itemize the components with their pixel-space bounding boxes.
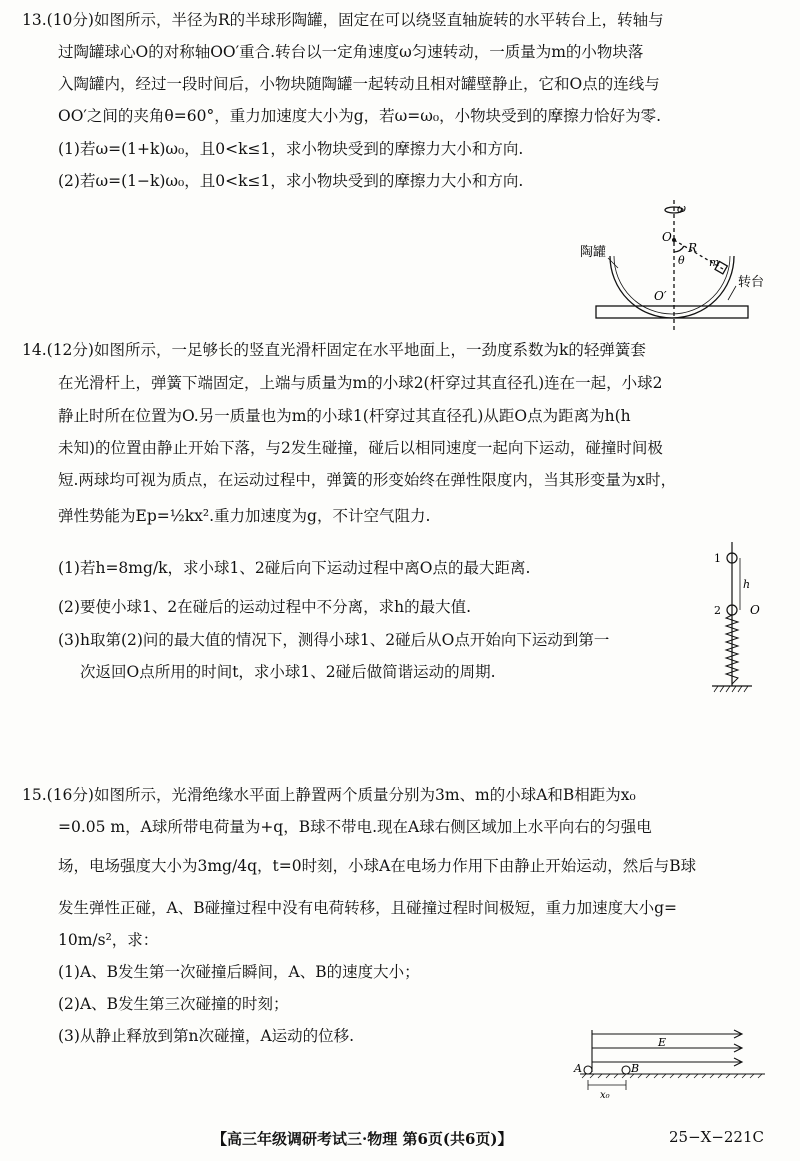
E-label: E	[658, 1036, 667, 1049]
p14-line-2: 在光滑杆上，弹簧下端固定，上端与质量为m的小球2(杆穿过其直径孔)连在一起，小球2	[58, 374, 663, 392]
turntable	[596, 306, 748, 318]
theta-label: θ	[678, 254, 685, 267]
Oprime-label: O′	[654, 289, 667, 303]
p14-question-2: (2)要使小球1、2在碰后的运动过程中不分离，求h的最大值.	[58, 598, 472, 616]
B-label: B	[631, 1062, 640, 1075]
p13-line-2: 过陶罐球心O的对称轴OO′重合.转台以一定角速度ω匀速转动，一质量为m的小物块落	[58, 43, 644, 61]
ball-1-label: 1	[714, 552, 721, 565]
R-label: R	[688, 241, 698, 255]
p15-line-1: 15.(16分)如图所示，光滑绝缘水平面上静置两个质量分别为3m、m的小球A和B相距为x₀	[22, 786, 636, 804]
p14-line-1: 14.(12分)如图所示，一足够长的竖直光滑杆固定在水平地面上，一劲度系数为k的轻弹簧套	[22, 341, 646, 359]
p13-question-2: (2)若ω=(1−k)ω₀，且0<k≤1，求小物块受到的摩擦力大小和方向.	[58, 172, 524, 190]
p15-line-3: 场，电场强度大小为3mg/4q，t=0时刻，小球A在电场力作用下由静止开始运动，然后与B球	[58, 857, 697, 875]
table-label: 转台	[738, 275, 765, 290]
p13-question-1: (1)若ω=(1+k)ω₀，且0<k≤1，求小物块受到的摩擦力大小和方向.	[58, 140, 524, 158]
pot-label: 陶罐	[580, 245, 607, 260]
h-label: h	[743, 578, 751, 591]
ball-2-label: 2	[714, 604, 721, 617]
p14-line-3: 静止时所在位置为O.另一质量也为m的小球1(杆穿过其直径孔)从距O点为距离为h(h	[58, 407, 631, 425]
A-label: A	[574, 1062, 582, 1075]
p15-line-2: =0.05 m，A球所带电荷量为+q，B球不带电.现在A球右侧区域加上水平向右的匀强电	[58, 818, 652, 836]
p14-line-6: 弹性势能为Ep=½kx².重力加速度为g，不计空气阻力.	[58, 507, 431, 525]
p13-line-3: 入陶罐内，经过一段时间后，小物块随陶罐一起转动且相对罐壁静止，它和O点的连线与	[58, 75, 660, 93]
p14-line-5: 短.两球均可视为质点，在运动过程中，弹簧的形变始终在弹性限度内，当其形变量为x时，	[58, 471, 677, 489]
p15-question-1: (1)A、B发生第一次碰撞后瞬间，A、B的速度大小；	[58, 963, 420, 981]
p15-line-4: 发生弹性正碰，A、B碰撞过程中没有电荷转移，且碰撞过程时间极短，重力加速度大小g=	[58, 899, 677, 917]
footer-title: 【高三年级调研考试三·物理 第6页(共6页)】	[212, 1130, 513, 1148]
p13-line-1: 13.(10分)如图所示，半径为R的半球形陶罐，固定在可以绕竖直轴旋转的水平转台上，转轴与	[22, 11, 664, 29]
p15-figure	[570, 1022, 770, 1104]
footer-code: 25−X−221C	[668, 1128, 764, 1146]
p14-figure	[706, 538, 766, 698]
p13-figure	[578, 196, 778, 331]
p13-line-4: OO′之间的夹角θ=60°，重力加速度大小为g，若ω=ω₀，小物块受到的摩擦力恰好为零.	[58, 107, 662, 125]
m-label: m	[709, 256, 720, 269]
O-label: O	[662, 230, 672, 244]
p14-question-1: (1)若h=8mg/k，求小球1、2碰后向下运动过程中离O点的最大距离.	[58, 559, 531, 577]
p14-line-4: 未知)的位置由静止开始下落，与2发生碰撞，碰后以相同速度一起向下运动，碰撞时间极	[58, 439, 663, 457]
ball-A	[584, 1066, 592, 1074]
p15-question-3: (3)从静止释放到第n次碰撞，A运动的位移.	[58, 1027, 355, 1045]
x0-label: x₀	[600, 1090, 610, 1101]
p14-question-3-cont: 次返回O点所用的时间t，求小球1、2碰后做简谐运动的周期.	[80, 663, 496, 681]
ball-B	[622, 1066, 630, 1074]
p15-line-5: 10m/s²，求：	[58, 931, 159, 949]
p15-question-2: (2)A、B发生第三次碰撞的时刻；	[58, 995, 289, 1013]
p14-question-3: (3)h取第(2)问的最大值的情况下，测得小球1、2碰后从O点开始向下运动到第一	[58, 631, 610, 649]
O-label: O	[750, 603, 760, 617]
omega-label: ω	[677, 202, 686, 215]
